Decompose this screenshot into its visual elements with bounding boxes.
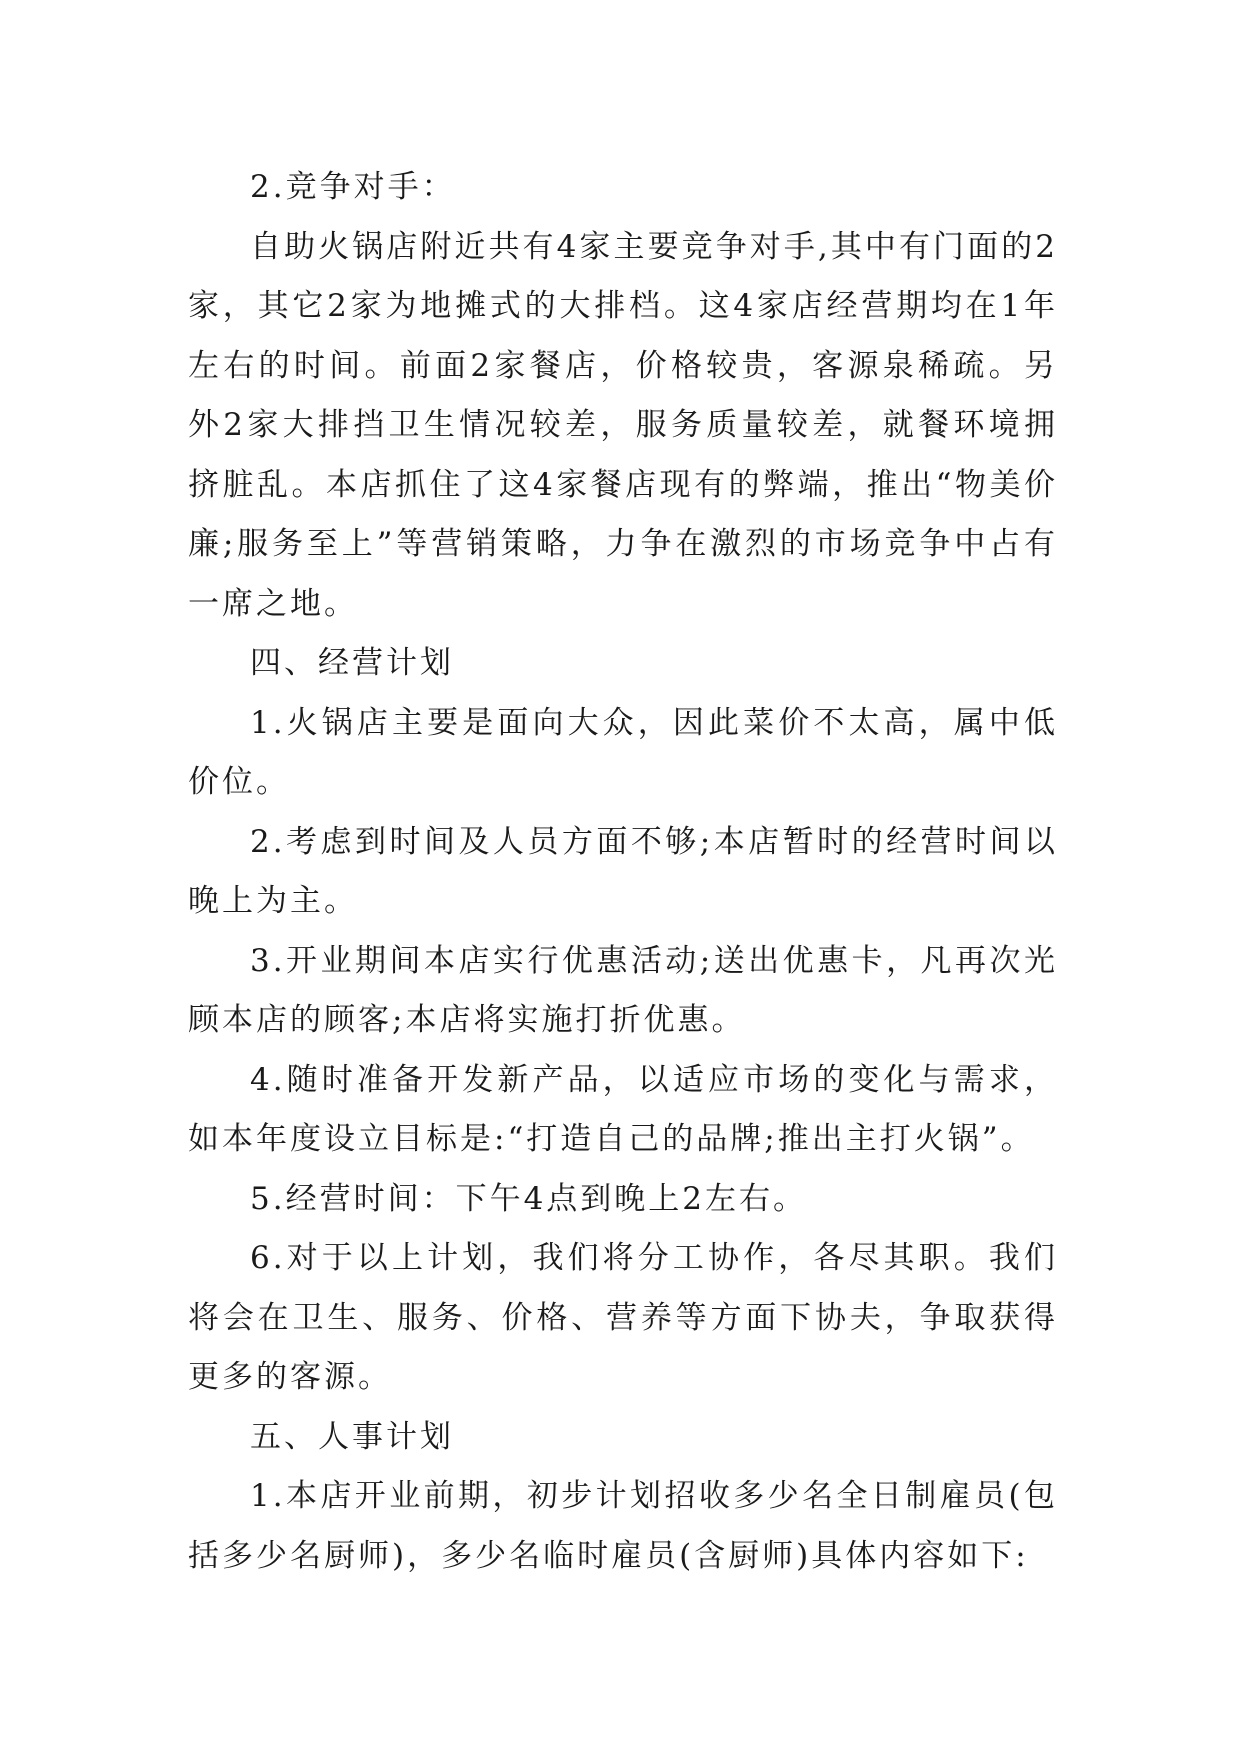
- paragraph-plan-item-3: 3.开业期间本店实行优惠活动;送出优惠卡，凡再次光顾本店的顾客;本店将实施打折优惠。: [188, 942, 1058, 1038]
- paragraph-competitors-heading: 2.竞争对手：: [250, 169, 456, 205]
- paragraph-plan-item-4: 4.随时准备开发新产品，以适应市场的变化与需求，如本年度设立目标是:“打造自己的品牌;推出主打火锅”。: [188, 1061, 1058, 1157]
- paragraph-plan-item-6: 6.对于以上计划，我们将分工协作，各尽其职。我们将会在卫生、服务、价格、营养等方面下协夫，争取获得更多的客源。: [188, 1240, 1058, 1395]
- paragraph-personnel-item-1: 1.本店开业前期，初步计划招收多少名全日制雇员(包括多少名厨师)，多少名临时雇员(含厨师)具体内容如下:: [188, 1478, 1058, 1574]
- document-body: [188, 158, 1058, 1586]
- section-heading-business-plan: 四、经营计划: [250, 645, 454, 681]
- paragraph-competitors-detail: 自助火锅店附近共有4家主要竞争对手,其中有门面的2家，其它2家为地摊式的大排档。这4家店经营期均在1年左右的时间。前面2家餐店，价格较贵，客源泉稀疏。另外2家大排挡卫生情况较差，服务质量较差，就餐环境拥挤脏乱。本店抓住了这4家餐店现有的弊端，推出“物美价廉;服务至上”等营销策略，力争在激烈的市场竞争中占有一席之地。: [188, 228, 1058, 622]
- section-heading-personnel-plan: 五、人事计划: [250, 1418, 454, 1455]
- paragraph-plan-item-2: 2.考虑到时间及人员方面不够;本店暂时的经营时间以晚上为主。: [188, 823, 1058, 919]
- paragraph-plan-item-1: 1.火锅店主要是面向大众，因此菜价不太高，属中低价位。: [188, 704, 1058, 800]
- paragraph-plan-item-5: 5.经营时间：下午4点到晚上2左右。: [250, 1180, 808, 1217]
